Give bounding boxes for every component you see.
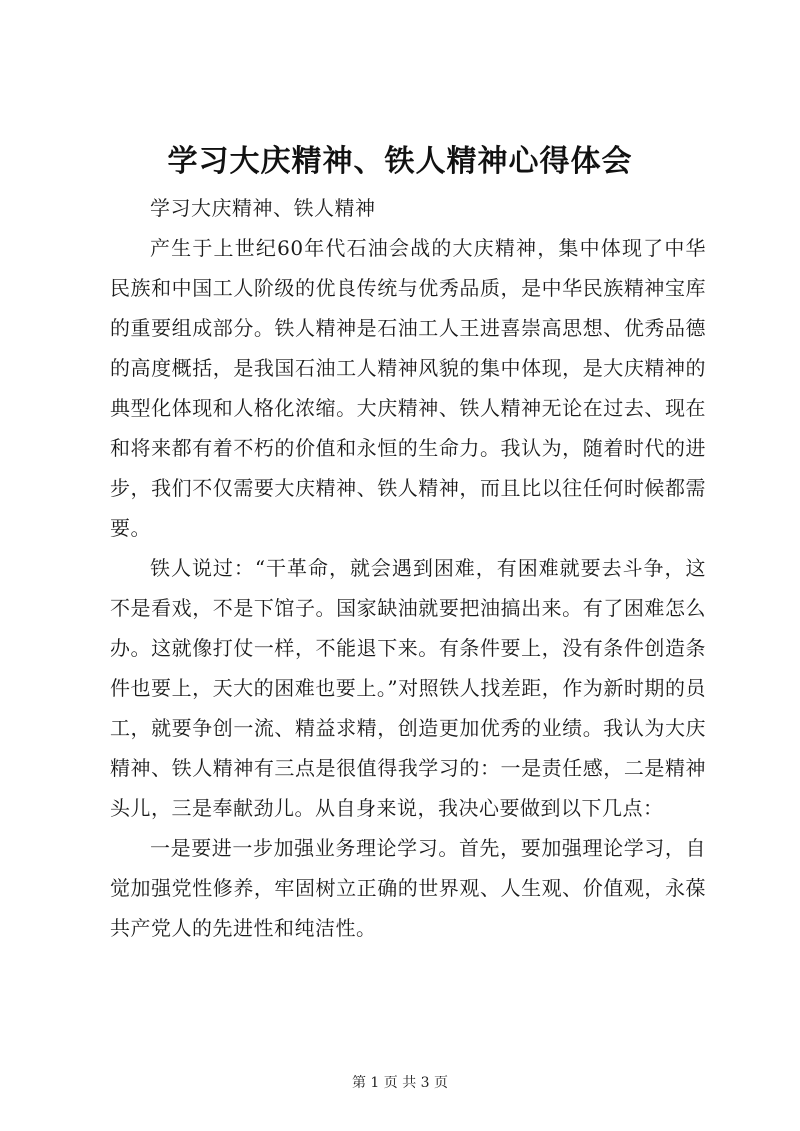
paragraph-subtitle: 学习大庆精神、铁人精神 <box>150 196 376 220</box>
paragraph-study-theory: 一是要进一步加强业务理论学习。首先，要加强理论学习，自觉加强党性修养，牢固树立正确的世界观、人生观、价值观，永葆共产党人的先进性和纯洁性。 <box>110 836 706 940</box>
paragraph-ironman-quote: 铁人说过：“干革命，就会遇到困难，有困难就要去斗争，这不是看戏，不是下馆子。国家缺油就要把油搞出来。有了困难怎么办。这就像打仗一样，不能退下来。有条件要上，没有条件创造条件也要上，天大的困难也要上。”对照铁人找差距，作为新时期的员工，就要争创一流、精益求精，创造更加优秀的业绩。我认为大庆精神、铁人精神有三点是很值得我学习的：一是责任感，二是精神头儿，三是奉献劲儿。从自身来说，我决心要做到以下几点： <box>110 556 706 820</box>
page-number-footer: 第 1 页 共 3 页 <box>351 1075 449 1091</box>
document-title: 学习大庆精神、铁人精神心得体会 <box>167 144 633 179</box>
document-body <box>110 188 706 948</box>
paragraph-daqing-spirit: 产生于上世纪60年代石油会战的大庆精神，集中体现了中华民族和中国工人阶级的优良传统与优秀品质，是中华民族精神宝库的重要组成部分。铁人精神是石油工人王进喜崇高思想、优秀品德的高度概括，是我国石油工人精神风貌的集中体现，是大庆精神的典型化体现和人格化浓缩。大庆精神、铁人精神无论在过去、现在和将来都有着不朽的价值和永恒的生命力。我认为，随着时代的进步，我们不仅需要大庆精神、铁人精神，而且比以往任何时候都需要。 <box>110 236 706 540</box>
